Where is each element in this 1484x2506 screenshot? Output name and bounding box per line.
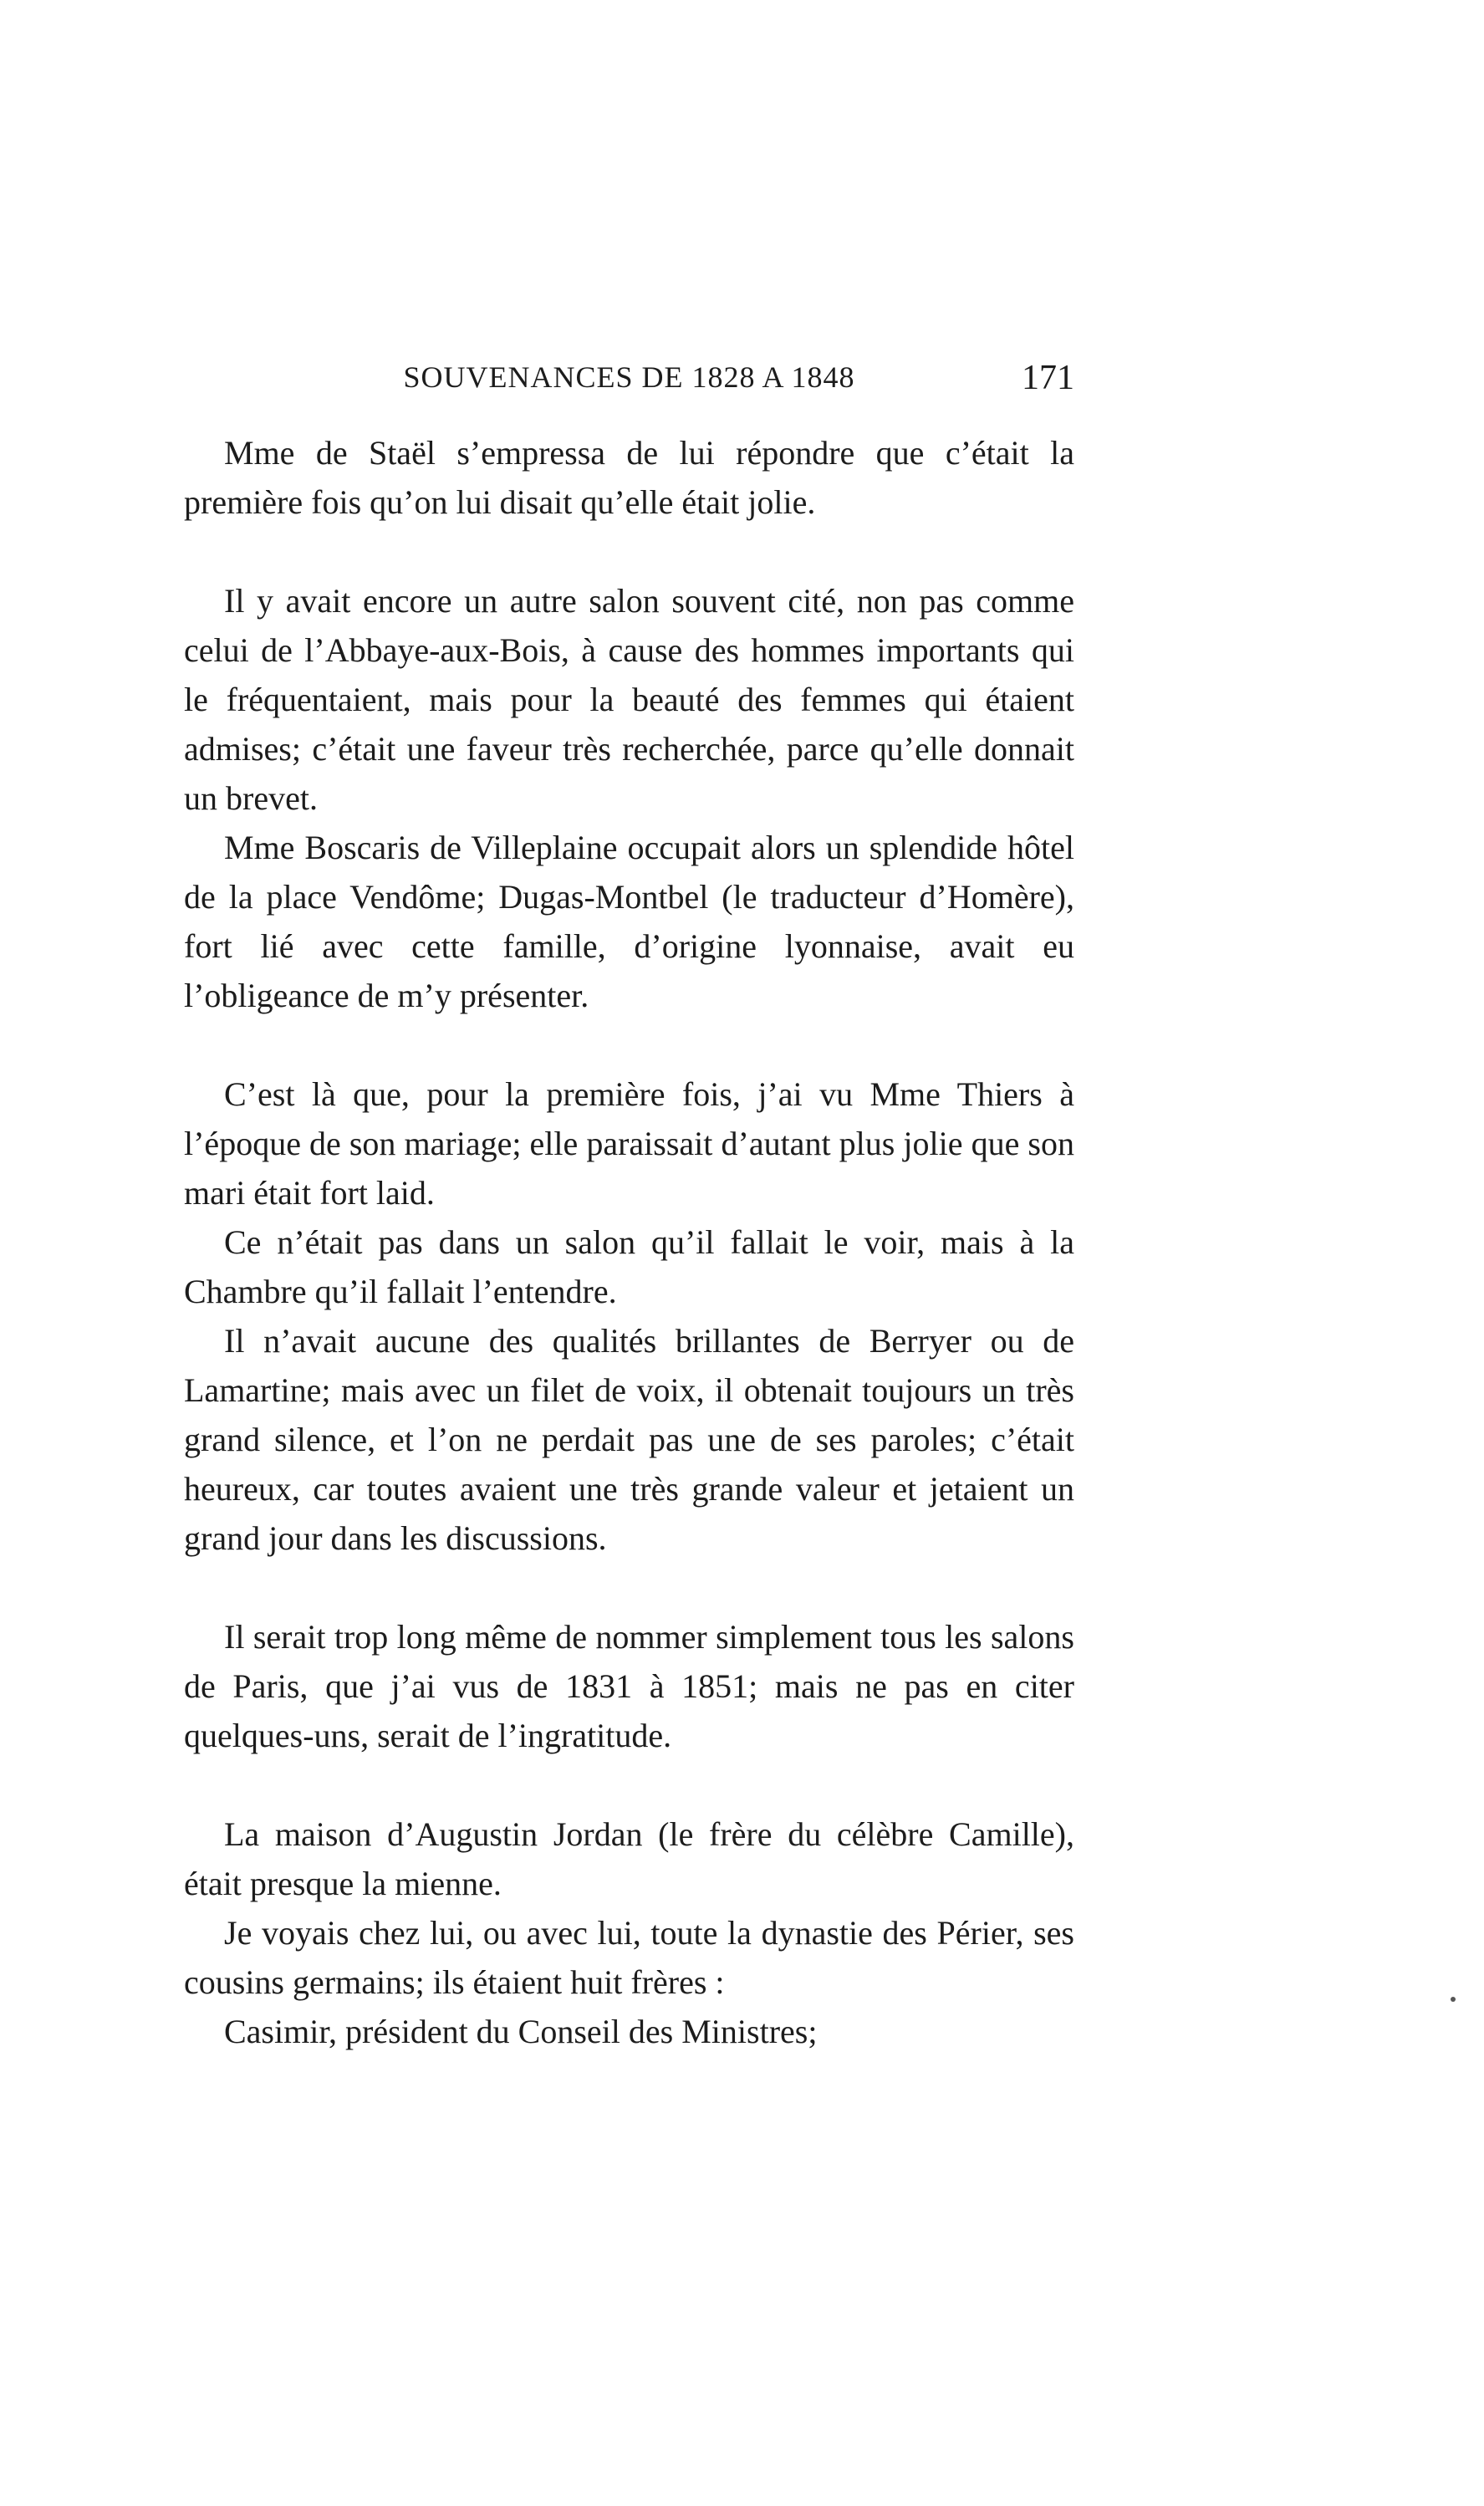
paragraph: Il y avait encore un autre salon souvent cité, non pas comme celui de l’Abbaye-aux-Bois, à cause des hommes importants qui le fréquentaient, mais pour la beauté des femmes qui étaient admises; c’était une faveur très recherchée, parce qu’elle donnait un brevet. — [184, 582, 1074, 817]
paragraph: Ce n’était pas dans un salon qu’il fallait le voir, mais à la Chambre qu’il fallait l’entendre. — [184, 1223, 1074, 1310]
body-text — [184, 428, 1074, 2056]
paragraph: C’est là que, pour la première fois, j’ai vu Mme Thiers à l’époque de son mariage; elle paraissait d’autant plus jolie que son mari était fort laid. — [184, 1075, 1074, 1212]
paragraph: Mme Boscaris de Villeplaine occupait alors un splendide hôtel de la place Vendôme; Dugas-Montbel (le traducteur d’Homère), fort lié avec cette famille, d’origine lyonnaise, avait eu l’obligeance de m’y présenter. — [184, 829, 1074, 1014]
paragraph: Il serait trop long même de nommer simplement tous les salons de Paris, que j’ai vus de 1831 à 1851; mais ne pas en citer quelques-uns, serait de l’ingratitude. — [184, 1618, 1074, 1754]
running-title: SOUVENANCES DE 1828 A 1848 — [403, 360, 855, 394]
page-header — [184, 360, 1074, 410]
paragraph: La maison d’Augustin Jordan (le frère du célèbre Camille), était presque la mienne. — [184, 1815, 1074, 1902]
paragraph: Je voyais chez lui, ou avec lui, toute la dynastie des Périer, ses cousins germains; ils étaient huit frères : — [184, 1914, 1074, 2001]
page-number: 171 — [1022, 359, 1074, 397]
paragraph: Il n’avait aucune des qualités brillantes de Berryer ou de Lamartine; mais avec un filet de voix, il obtenait toujours un très grand silence, et l’on ne perdait pas une de ses paroles; c’était heureux, car toutes avaient une très grande valeur et jetaient un grand jour dans les discussions. — [184, 1322, 1074, 1557]
paragraph: Casimir, président du Conseil des Ministres; — [224, 2013, 818, 2050]
scan-speck — [1451, 1997, 1456, 2002]
paragraph: Mme de Staël s’empressa de lui répondre que c’était la première fois qu’on lui disait qu’elle était jolie. — [184, 434, 1074, 521]
